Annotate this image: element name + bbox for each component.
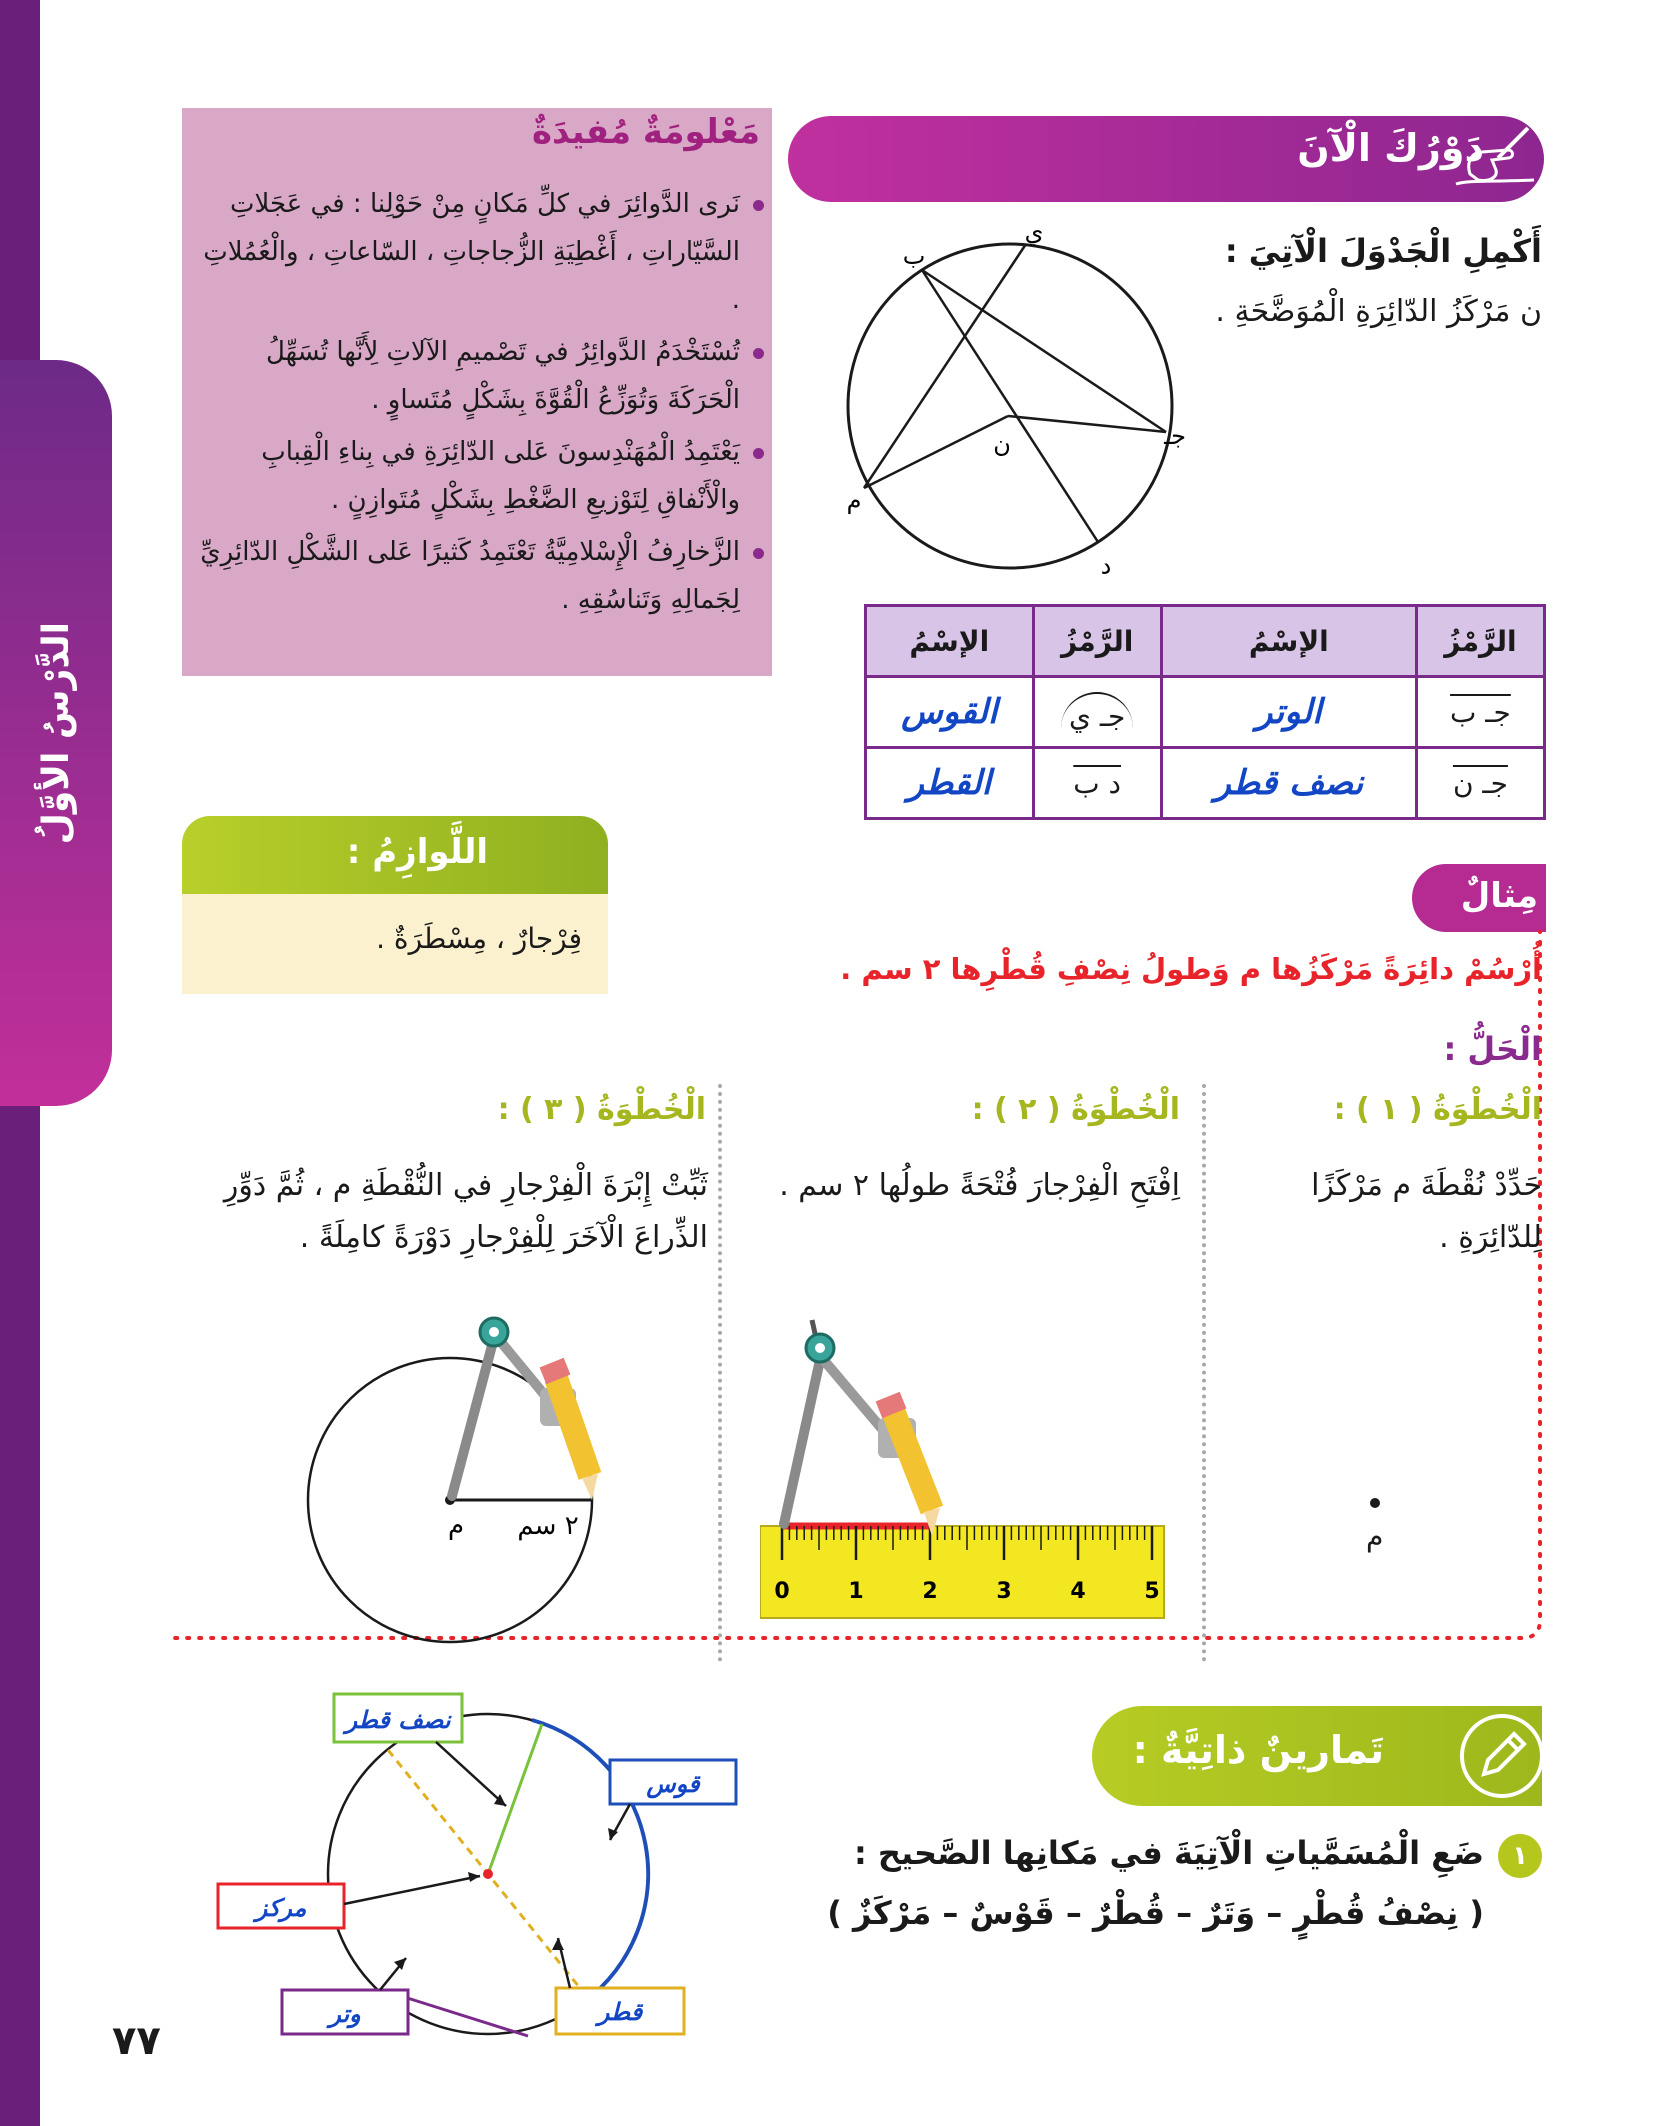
tools-title: اللَّوازِمُ : bbox=[346, 832, 488, 872]
step-divider bbox=[1202, 1084, 1206, 1662]
arrowhead bbox=[552, 1938, 564, 1950]
segment-n-j bbox=[1008, 416, 1166, 432]
info-list bbox=[190, 180, 766, 628]
self-exercises-title: تَمارينٌ ذاتِيَّةٌ : bbox=[1132, 1728, 1384, 1772]
table-cell-answer[interactable] bbox=[1161, 677, 1416, 748]
step1-text: حَدِّدْ نُقْطَةَ م مَرْكَزًا لِلدّائِرَةِ . bbox=[1311, 1168, 1542, 1255]
label-b: ب bbox=[902, 242, 926, 270]
info-item: تُسْتَخْدَمُ الدَّوائِرُ في تَصْميمِ الآلاتِ لِأَنَّها تُسَهِّلُ الْحَرَكَةَ وَتُوَزِّعُ الْقُوَّةَ بِشَكْلٍ مُتَساوٍ . bbox=[190, 328, 740, 424]
info-item: الزَّخارِفُ الْإِسْلامِيَّةُ تَعْتَمِدُ كَثيرًا عَلى الشَّكْلِ الدّائِرِيِّ لِجَمالِهِ وَتَناسُقِهِ . bbox=[190, 528, 740, 624]
segment-b-d bbox=[922, 270, 1098, 542]
step3-circle-figure bbox=[290, 1304, 630, 1644]
table-cell bbox=[1033, 748, 1161, 819]
circle-labels-figure bbox=[210, 1690, 750, 2040]
table-cell-answer[interactable] bbox=[1161, 748, 1416, 819]
step2-heading: الْخُطْوَةُ ( ٢ ) : bbox=[971, 1092, 1180, 1127]
table-row bbox=[866, 748, 1545, 819]
handwritten-answer: القطر bbox=[907, 763, 992, 803]
example-label: مِثالٌ bbox=[1460, 876, 1538, 916]
task-center-note: ن مَرْكَزُ الدّائِرَةِ الْمُوَضَّحَةِ . bbox=[1215, 294, 1542, 329]
symbol-arc: جـ ي bbox=[1061, 692, 1133, 733]
info-item: يَعْتَمِدُ الْمُهَنْدِسونَ عَلى الدّائِرَةِ في بِناءِ الْقِبابِ والْأَنْفاقِ لِتَوْزيعِ الضَّغْطِ بِشَكْلٍ مُتَوازِنٍ . bbox=[190, 428, 740, 524]
label-j: جـ bbox=[1164, 422, 1186, 450]
task-instruction: أَكْمِلِ الْجَدْوَلَ الْآتِيَ : bbox=[1224, 232, 1542, 270]
table-header: الرَّمْزُ bbox=[1033, 606, 1161, 677]
label-d: د bbox=[1100, 552, 1112, 580]
step1-point-label: م bbox=[1366, 1520, 1384, 1553]
arrowhead bbox=[468, 1872, 480, 1882]
label-n: ن bbox=[993, 430, 1011, 458]
ruler-tick-label: 2 bbox=[922, 1579, 938, 1604]
step-divider bbox=[718, 1084, 722, 1662]
pencil-icon bbox=[1458, 1712, 1546, 1800]
segment-n-m bbox=[864, 416, 1008, 488]
symbol-overline: جـ ن bbox=[1452, 766, 1508, 800]
step3-heading: الْخُطْوَةُ ( ٣ ) : bbox=[497, 1092, 706, 1127]
solution-label: الْحَلُّ : bbox=[1443, 1030, 1542, 1068]
table-header-row bbox=[866, 606, 1545, 677]
question-1-text: ضَعِ الْمُسَمَّياتِ الْآتِيَةَ في مَكانِها الصَّحيح : bbox=[853, 1834, 1484, 1872]
ruler-with-compass bbox=[760, 1300, 1170, 1620]
label-arc: قوس bbox=[646, 1770, 700, 1798]
table-header: الإسْمُ bbox=[866, 606, 1034, 677]
compass bbox=[784, 1320, 940, 1536]
label-chord: وتر bbox=[329, 2000, 361, 2028]
label-radius: نصف قطر bbox=[345, 1706, 451, 1734]
label-diameter: قطر bbox=[597, 1998, 643, 2026]
symbols-table bbox=[864, 604, 1546, 820]
radius-label: ٢ سم bbox=[517, 1511, 579, 1541]
arrow-radius bbox=[436, 1742, 506, 1806]
handwritten-answer: القوس bbox=[901, 692, 998, 732]
handwritten-answer: نصف قطر bbox=[1214, 763, 1364, 803]
table-header: الرَّمْزُ bbox=[1416, 606, 1544, 677]
ruler-tick-label: 3 bbox=[996, 1579, 1012, 1604]
table-header: الإسْمُ bbox=[1161, 606, 1416, 677]
arrowhead bbox=[394, 1958, 406, 1970]
lesson-tab-label-wrap bbox=[0, 360, 112, 1106]
label-y: ي bbox=[1024, 226, 1044, 246]
writing-hand-icon bbox=[1448, 122, 1540, 196]
question-1-words: ( نِصْفُ قُطْرٍ – وَتَرٌ – قُطْرٌ – قَوْسٌ – مَرْكَزٌ ) bbox=[827, 1894, 1484, 1932]
question-number: ١ bbox=[1498, 1834, 1542, 1878]
label-center: مركز bbox=[255, 1894, 307, 1922]
table-cell bbox=[1033, 677, 1161, 748]
symbol-overline: جـ ب bbox=[1450, 695, 1511, 729]
lesson-tab-label: الدَّرْسُ الأوَّلُ bbox=[35, 621, 77, 845]
symbol-overline: د ب bbox=[1073, 766, 1122, 800]
segment-b-j bbox=[922, 270, 1166, 432]
compass bbox=[452, 1318, 598, 1500]
step2-text: اِفْتَحِ الْفِرْجارَ فُتْحَةً طولُها ٢ سم . bbox=[779, 1168, 1180, 1203]
tools-text: فِرْجارٌ ، مِسْطَرَةٌ . bbox=[376, 922, 582, 955]
circle-figure-1 bbox=[830, 226, 1190, 586]
your-turn-title: دَوْرُكَ الْآنَ bbox=[1297, 126, 1484, 170]
ruler-tick-label: 0 bbox=[774, 1579, 790, 1604]
step1-point bbox=[1370, 1498, 1380, 1508]
ruler-tick-label: 4 bbox=[1070, 1579, 1086, 1604]
info-title: مَعْلومَةٌ مُفيدَةٌ bbox=[531, 112, 760, 152]
ruler bbox=[760, 1526, 1164, 1618]
info-item: نَرى الدَّوائِرَ في كلِّ مَكانٍ مِنْ حَوْلِنا : في عَجَلاتِ السَّيّاراتِ ، أَغْطِيَةِ الزُّجاجاتِ ، السّاعاتِ ، والْعُمُلاتِ . bbox=[190, 180, 740, 324]
table-cell-answer[interactable] bbox=[866, 677, 1034, 748]
label-m: م bbox=[846, 486, 862, 514]
handwritten-answer: الوتر bbox=[1256, 692, 1322, 732]
radius-line bbox=[488, 1724, 542, 1874]
arrow-center bbox=[344, 1876, 480, 1904]
page-number: ٧٧ bbox=[112, 2018, 161, 2064]
example-question: أُرْسُمْ دائِرَةً مَرْكَزُها م وَطولُ نِصْفِ قُطْرِها ٢ سم . bbox=[840, 952, 1542, 986]
table-cell bbox=[1416, 748, 1544, 819]
step1-heading: الْخُطْوَةُ ( ١ ) : bbox=[1333, 1092, 1542, 1127]
ruler-tick-label: 5 bbox=[1144, 1579, 1160, 1604]
step3-text: ثَبِّتْ إِبْرَةَ الْفِرْجارِ في النُّقْطَةِ م ، ثُمَّ دَوِّرِ الذِّراعَ الْآخَرَ لِلْفِرْجارِ دَوْرَةً كامِلَةً . bbox=[223, 1168, 708, 1255]
table-cell bbox=[1416, 677, 1544, 748]
ruler-tick-label: 1 bbox=[848, 1579, 864, 1604]
table-cell-answer[interactable] bbox=[866, 748, 1034, 819]
table-row bbox=[866, 677, 1545, 748]
center-label: م bbox=[447, 1511, 465, 1541]
center-point bbox=[483, 1869, 493, 1879]
